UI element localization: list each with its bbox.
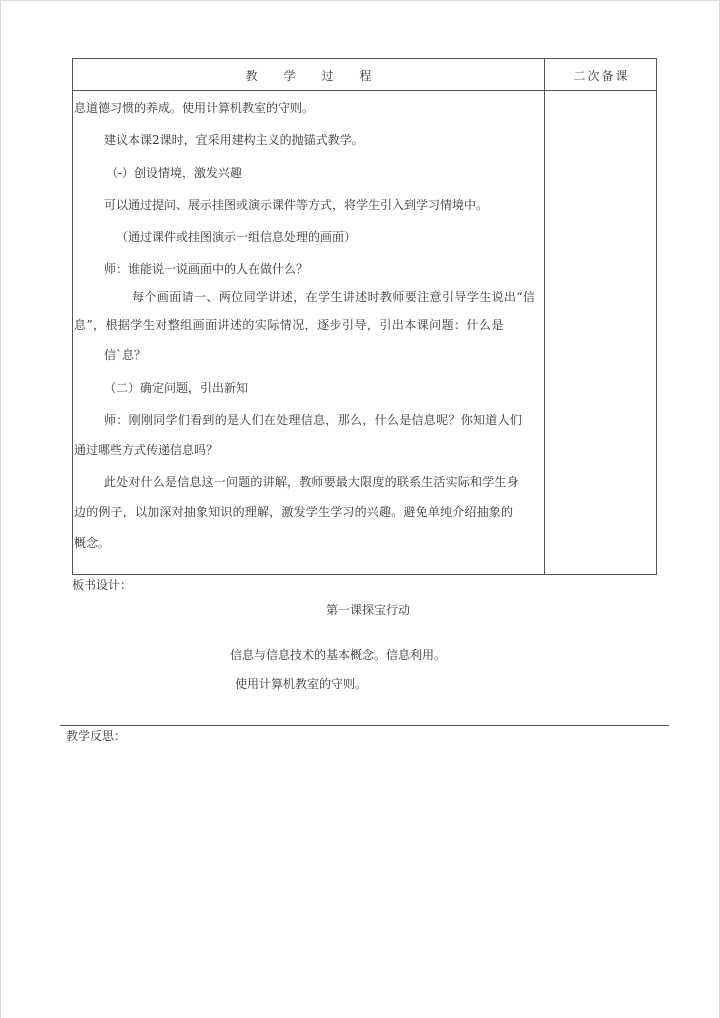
- process-line: 概念。: [74, 536, 111, 550]
- process-line: （二）确定问题，引出新知: [104, 381, 249, 395]
- teaching-reflection-label: 教学反思：: [66, 729, 127, 743]
- process-line: 每个画面请一、两位同学讲述，在学生讲述时教师要注意引导学生说出“信: [132, 290, 536, 304]
- board-line: 使用计算机教室的守则。: [235, 677, 368, 691]
- process-line: 息道德习惯的养成。使用计算机教室的守则。: [74, 101, 315, 115]
- page-border-top: [0, 0, 720, 1]
- process-line: 边的例子，以加深对抽象知识的理解，激发学生学习的兴趣。避免单纯介绍抽象的: [74, 505, 514, 519]
- column-divider: [544, 59, 545, 574]
- process-line: 建议本课2课时，宜采用建构主义的抛锚式教学。: [104, 133, 364, 147]
- board-design-label: 板书设计：: [72, 578, 133, 592]
- board-title: 第一课探宝行动: [326, 603, 411, 617]
- process-line: 可以通过提问、展示挂图或演示课件等方式，将学生引入到学习情境中。: [104, 198, 489, 212]
- process-line: 此处对什么是信息这一问题的讲解，教师要最大限度的联系生活实际和学生身: [104, 475, 519, 489]
- process-line: 师：刚刚同学们看到的是人们在处理信息，那么，什么是信息呢？你知道人们: [104, 413, 523, 427]
- process-line: 通过哪些方式传递信息吗？: [74, 443, 219, 457]
- page-border-left: [0, 0, 1, 1018]
- process-line: （-）创设情境，激发兴趣: [106, 166, 243, 180]
- header-teaching-process: 教学过程: [245, 68, 398, 83]
- reflection-divider: [60, 725, 669, 726]
- process-line: 师：谁能说一说画面中的人在做什么？: [104, 262, 309, 276]
- process-content: [73, 91, 544, 576]
- process-line: 信`息？: [104, 348, 147, 362]
- lesson-process-table: [72, 58, 657, 575]
- process-line: 息”，根据学生对整组画面讲述的实际情况，逐步引导，引出本课问题：什么是: [74, 318, 504, 332]
- process-line: （通过课件或挂图演示一组信息处理的画面）: [116, 230, 357, 244]
- table-header-row: [73, 59, 656, 91]
- board-line: 信息与信息技术的基本概念。信息利用。: [230, 648, 447, 662]
- header-secondary-preparation: 二次备课: [573, 68, 630, 83]
